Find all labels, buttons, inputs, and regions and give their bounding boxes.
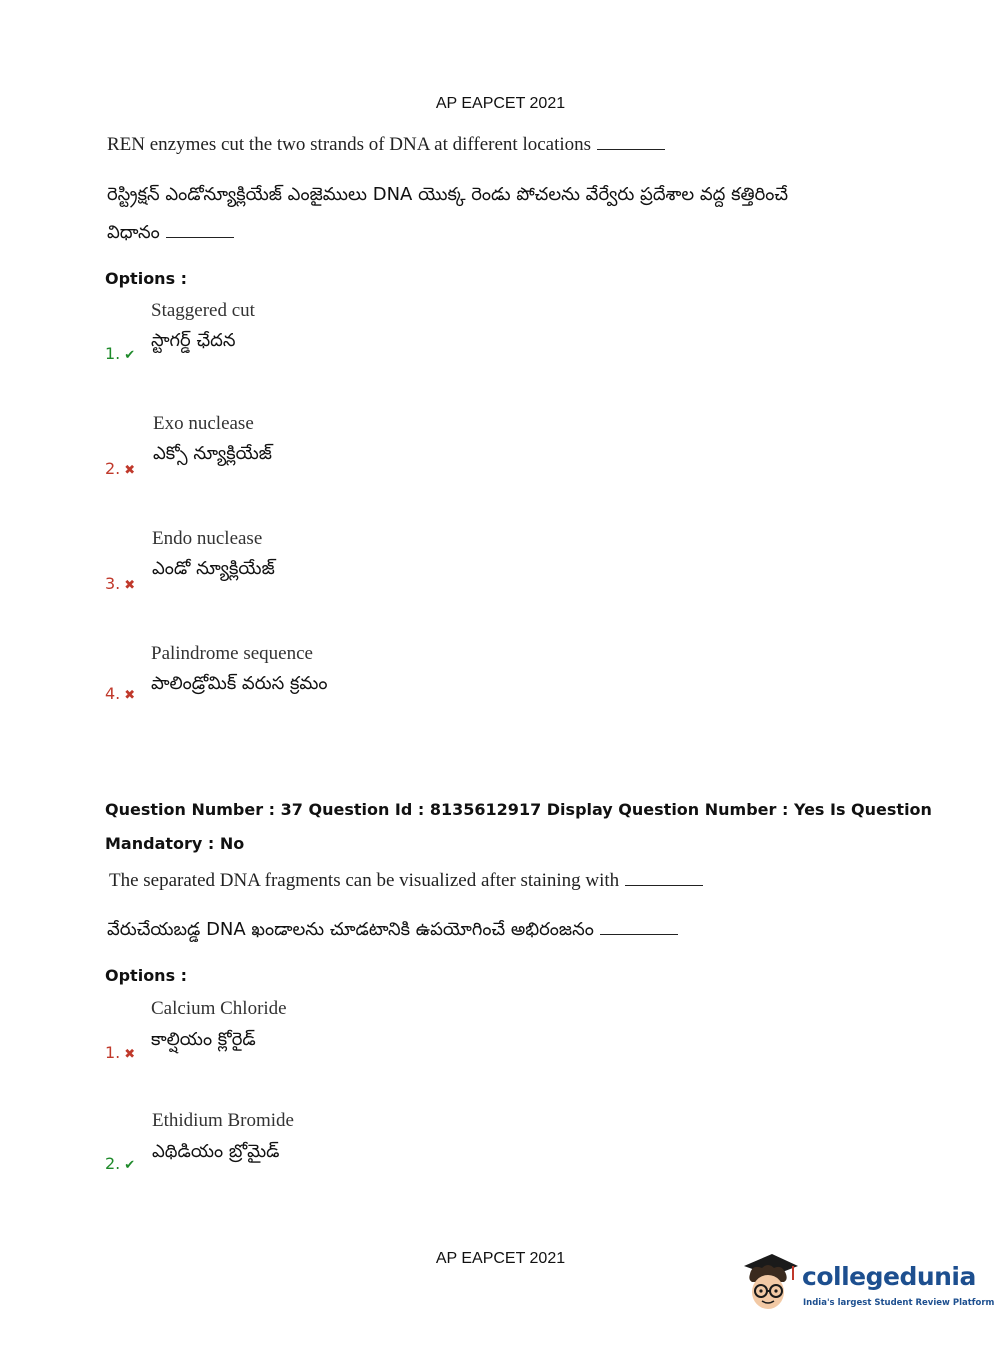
cross-icon: ✖: [124, 578, 136, 593]
question2-meta-line1: Question Number : 37 Question Id : 8135612917 Display Question Number : Yes Is Question: [105, 800, 932, 819]
q1-option-4-en: Palindrome sequence: [151, 643, 313, 664]
q2-option-1-en: Calcium Chloride: [151, 998, 287, 1019]
page-footer: AP EAPCET 2021: [435, 1250, 566, 1267]
answer-blank: [625, 884, 703, 886]
collegedunia-logo: [740, 1248, 995, 1318]
q2-option-2-num: 2.: [105, 1154, 121, 1173]
question2-text-te: [107, 919, 678, 944]
q1-option-3-number: [105, 574, 135, 593]
mascot-icon: [740, 1248, 800, 1314]
q2-option-1-num: 1.: [105, 1043, 121, 1062]
q2-option-1-number: [105, 1043, 135, 1062]
cross-icon: ✖: [124, 463, 136, 478]
q1-option-4-te: పాలిండ్రోమిక్ వరుస క్రమం: [151, 673, 328, 694]
question1-text-te-line1: రెస్ట్రిక్షన్ ఎండోన్యూక్లియేజ్ ఎంజైములు DNA యొక్క రెండు పోచలను వేర్వేరు ప్రదేశాల వద్ద కత్తిరించే: [107, 184, 789, 205]
question1-text-te-line2: [107, 222, 234, 247]
question2-text-en-content: The separated DNA fragments can be visualized after staining with: [109, 870, 620, 891]
q2-option-2-te: ఎథిడియం బ్రోమైడ్: [152, 1141, 280, 1162]
answer-blank: [600, 933, 678, 935]
q2-option-1-te: కాల్షియం క్లోరైడ్: [151, 1029, 256, 1050]
page-header: AP EAPCET 2021: [435, 95, 566, 112]
q1-option-4-num: 4.: [105, 684, 121, 703]
q1-option-1-te: స్టాగర్డ్ ఛేదన: [151, 330, 236, 351]
q1-option-3-en: Endo nuclease: [152, 528, 263, 549]
question2-options-label: Options :: [105, 966, 188, 985]
question1-text-en: [107, 134, 665, 156]
logo-tagline: India's largest Student Review Platform: [803, 1298, 995, 1308]
question1-options-label: Options :: [105, 269, 188, 288]
cross-icon: ✖: [124, 1047, 136, 1062]
check-icon: ✔: [124, 348, 136, 363]
cross-icon: ✖: [124, 688, 136, 703]
q1-option-1-en: Staggered cut: [151, 300, 255, 321]
q2-option-2-en: Ethidium Bromide: [152, 1110, 294, 1131]
q1-option-1-number: [105, 344, 135, 363]
q1-option-3-num: 3.: [105, 574, 121, 593]
question2-text-en: [109, 870, 703, 892]
logo-wordmark: collegedunia: [802, 1262, 976, 1291]
q1-option-1-num: 1.: [105, 344, 121, 363]
q1-option-2-te: ఎక్సో న్యూక్లియేజ్: [153, 443, 272, 464]
q1-option-2-en: Exo nuclease: [153, 413, 254, 434]
question2-text-te-content: వేరుచేయబడ్డ DNA ఖండాలను చూడటానికి ఉపయోగించే అభిరంజనం: [107, 919, 594, 940]
question1-text-en-content: REN enzymes cut the two strands of DNA at different locations: [107, 134, 592, 155]
q2-option-2-number: [105, 1154, 135, 1173]
check-icon: ✔: [124, 1158, 136, 1173]
question1-text-te-line2-content: విధానం: [107, 222, 160, 243]
q1-option-3-te: ఎండో న్యూక్లియేజ్: [152, 558, 275, 579]
q1-option-2-number: [105, 459, 135, 478]
q1-option-4-number: [105, 684, 135, 703]
question2-meta-line2: Mandatory : No: [105, 834, 245, 853]
answer-blank: [597, 148, 665, 150]
answer-blank: [166, 236, 234, 238]
q1-option-2-num: 2.: [105, 459, 121, 478]
